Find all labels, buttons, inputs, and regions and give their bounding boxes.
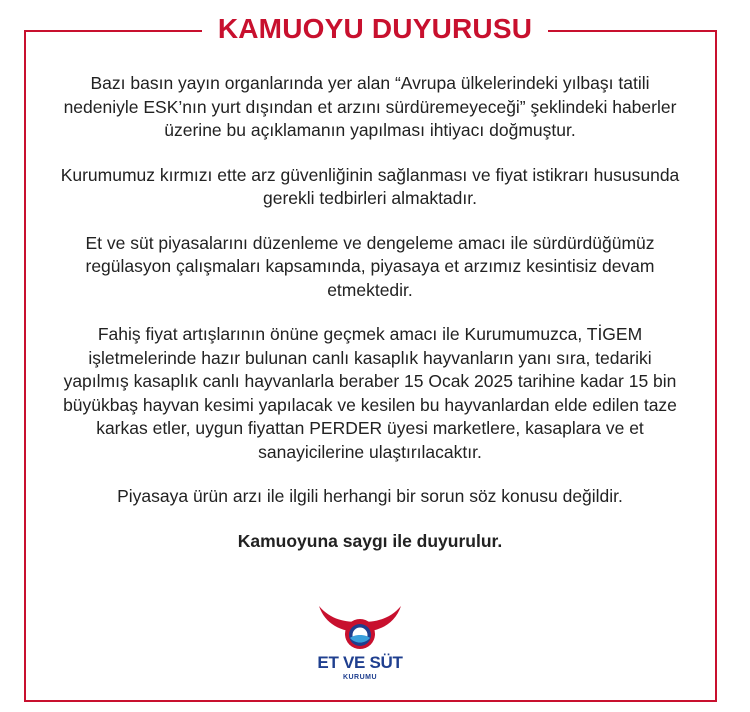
announcement-title: KAMUOYU DUYURUSU [202, 12, 548, 46]
announcement-body [60, 72, 680, 574]
paragraph-1: Bazı basın yayın organlarında yer alan “Avrupa ülkelerindeki yılbaşı tatili nedeniyle ESK’nın yurt dışından et arzını sürdüremeyeceği” şeklindeki haberler üzerine bu açıklamanın yapılması ihtiyacı doğmuştur. [63, 73, 677, 140]
paragraph-5: Piyasaya ürün arzı ile ilgili herhangi bir sorun söz konusu değildir. [117, 486, 623, 506]
logo-name: ET VE SÜT [317, 653, 403, 672]
et-ve-sut-logo [305, 598, 415, 696]
paragraph-2: Kurumumuz kırmızı ette arz güvenliğinin sağlanması ve fiyat istikrarı hususunda gerekli tedbirleri almaktadır. [60, 164, 680, 208]
bull-horns-icon [305, 598, 415, 654]
logo-subtitle: KURUMU [342, 674, 378, 681]
paragraph-4: Fahiş fiyat artışlarının önüne geçmek amacı ile Kurumumuzca, TİGEM işletmelerinde hazır bulunan canlı kasaplık hayvanların yanı sıra, tedariki yapılmış kasaplık canlı hayvanlarla beraber 15 Ocak 2025 tarihine kadar 15 bin büyükbaş hayvan kesimi yapılacak ve kesilen bu hayvanlardan elde edilen taze karkas etler, uygun fiyattan PERDER üyesi marketlere, kasaplara ve et sanayicilerine ulaştırılacaktır. [63, 324, 677, 462]
closing-statement: Kamuoyuna saygı ile duyurulur. [237, 530, 503, 551]
paragraph-3: Et ve süt piyasalarını düzenleme ve dengeleme amacı ile sürdürdüğümüz regülasyon çalışmaları kapsamında, piyasaya et arzımız kesintisiz devam etmektedir. [85, 232, 655, 300]
